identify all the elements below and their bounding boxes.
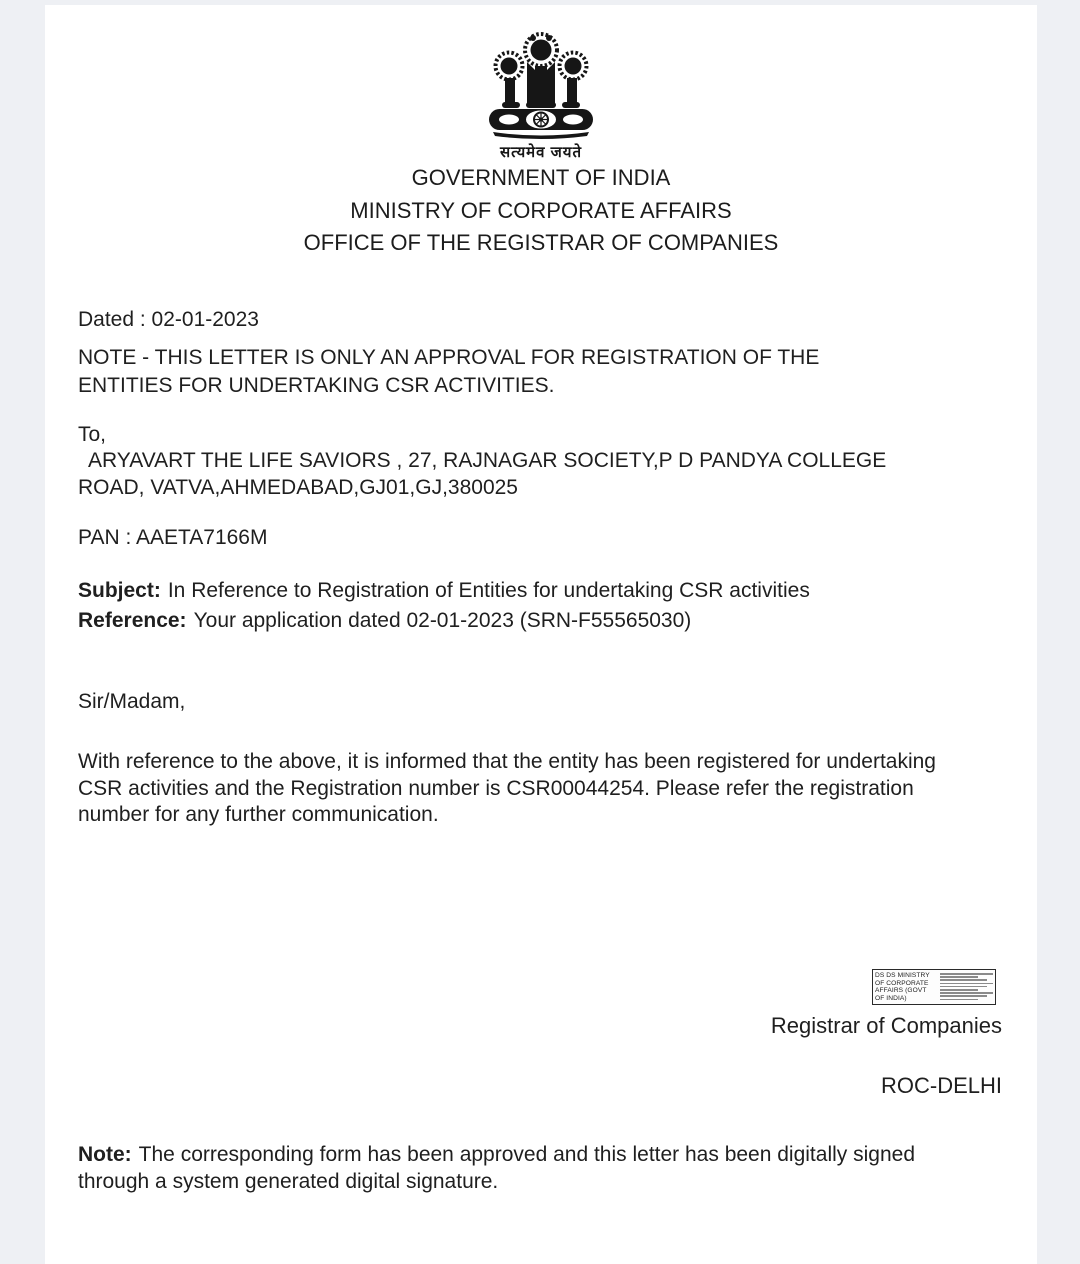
note-caps xyxy=(78,344,819,399)
stamp-microtext xyxy=(940,972,993,1002)
letter-page xyxy=(45,5,1037,1264)
digital-signature-stamp xyxy=(872,969,996,1005)
body-paragraph xyxy=(78,749,936,829)
footer-note-text1: The corresponding form has been approved and this letter has been digitally signed xyxy=(138,1143,915,1166)
body-line3: number for any further communication. xyxy=(78,803,439,826)
pan-line: PAN : AAETA7166M xyxy=(78,526,268,549)
note-caps-line2: ENTITIES FOR UNDERTAKING CSR ACTIVITIES. xyxy=(78,373,555,397)
reference-label: Reference: xyxy=(78,609,187,632)
government-title: GOVERNMENT OF INDIA xyxy=(411,165,671,190)
footer-note xyxy=(78,1141,915,1195)
ministry-title: MINISTRY OF CORPORATE AFFAIRS xyxy=(350,197,732,223)
subject-line xyxy=(78,577,810,604)
reference-text: Your application dated 02-01-2023 (SRN-F55565030) xyxy=(193,609,692,632)
subject-text: In Reference to Registration of Entities for undertaking CSR activities xyxy=(167,579,810,602)
recipient-address xyxy=(78,447,886,501)
stamp-authority-text: DS DS MINISTRY OF CORPORATE AFFAIRS (GOVT OF INDIA) xyxy=(875,972,930,1002)
body-line2: CSR activities and the Registration number is CSR00044254. Please refer the registration xyxy=(78,776,914,800)
body-line1: With reference to the above, it is informed that the entity has been registered for undertaking xyxy=(78,750,936,773)
subject-label: Subject: xyxy=(78,579,161,602)
emblem-motto: सत्यमेव जयते xyxy=(499,144,583,161)
note-caps-line1: NOTE - THIS LETTER IS ONLY AN APPROVAL FOR REGISTRATION OF THE xyxy=(78,346,820,369)
address-line2: ROAD, VATVA,AHMEDABAD,GJ01,GJ,380025 xyxy=(78,476,518,499)
national-emblem-icon xyxy=(483,28,599,140)
roc-office: ROC-DELHI xyxy=(880,1073,1002,1098)
reference-line xyxy=(78,607,691,634)
office-title: OFFICE OF THE REGISTRAR OF COMPANIES xyxy=(303,230,779,255)
letterhead xyxy=(45,162,1037,260)
footer-note-label: Note: xyxy=(78,1143,132,1166)
dated-line: Dated : 02-01-2023 xyxy=(78,308,259,331)
registrar-signatory: Registrar of Companies xyxy=(770,1013,1002,1038)
footer-note-line1 xyxy=(78,1141,915,1168)
footer-note-line2: through a system generated digital signature. xyxy=(78,1170,499,1193)
to-label: To, xyxy=(78,423,107,446)
address-line1: ARYAVART THE LIFE SAVIORS , 27, RAJNAGAR SOCIETY,P D PANDYA COLLEGE xyxy=(88,449,887,472)
emblem-container xyxy=(45,28,1037,145)
salutation: Sir/Madam, xyxy=(78,690,186,713)
